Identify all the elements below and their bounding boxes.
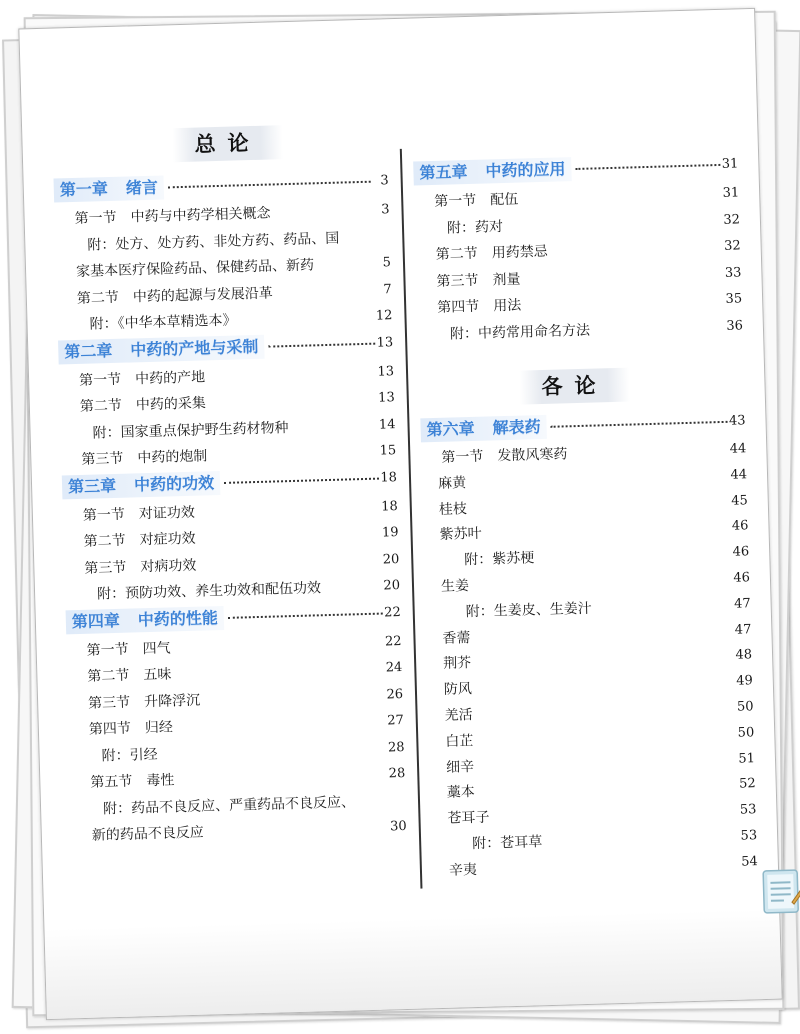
- page-number: 19: [381, 525, 399, 541]
- entry-text: 第二节 用药禁忌: [435, 243, 548, 263]
- page-number: 27: [387, 712, 404, 729]
- chapter-title: 中药的功效: [133, 472, 215, 494]
- chapter-title: 中药的性能: [137, 607, 219, 629]
- entry-text: 荆芥: [442, 655, 472, 673]
- page-number: 28: [387, 739, 405, 755]
- entry-text: 附：中药常用命名方法: [449, 322, 591, 343]
- page-shadow: [44, 909, 781, 1019]
- page-number: 5: [382, 255, 392, 271]
- entry-text: 香薷: [442, 629, 471, 647]
- entry-text: 第二节 中药的起源与发展沿革: [76, 284, 274, 307]
- page-number: 14: [378, 416, 396, 433]
- chapter-title: 中药的应用: [485, 159, 566, 181]
- entry-text: 羌活: [444, 707, 473, 724]
- leader-dots: [228, 612, 383, 618]
- page-number: 51: [738, 750, 756, 767]
- entry-text: 第三节 升降浮沉: [87, 692, 201, 712]
- entry-text: 藁本: [446, 784, 476, 802]
- page-number: 30: [389, 818, 407, 835]
- leader-dots: [268, 342, 375, 347]
- page-number: 54: [741, 853, 759, 870]
- page-number: 20: [382, 551, 400, 568]
- page-number: 45: [731, 492, 748, 509]
- entry-text: 第一节 发散风寒药: [441, 446, 568, 466]
- notebook-icon: [761, 866, 800, 917]
- page-number: 52: [738, 776, 756, 793]
- entry-text: 第五节 毒性: [90, 772, 175, 791]
- page-number: 50: [737, 725, 755, 741]
- entry-text: 附：国家重点保护野生药材物种: [92, 419, 289, 442]
- page-number: 7: [383, 281, 392, 297]
- chapter-heading: [62, 471, 221, 499]
- page-number: 36: [726, 317, 744, 334]
- chapter-number: 第一章: [59, 179, 109, 200]
- toc-page: [18, 8, 782, 1020]
- entry-text: 第一节 中药的产地: [78, 368, 206, 389]
- page-number: 12: [375, 308, 393, 324]
- entry-text: 第一节 四气: [86, 639, 171, 659]
- entry-text: 附：引经: [101, 746, 158, 764]
- entry-text: 附：生姜皮、生姜汁: [465, 600, 592, 621]
- page-number: 49: [736, 673, 754, 689]
- page-number: 32: [723, 238, 741, 254]
- entry-text: 麻黄: [437, 474, 467, 492]
- page-number: 53: [740, 828, 758, 844]
- page-number: 35: [725, 291, 743, 307]
- page-number: 3: [381, 202, 390, 218]
- entry-text: 辛夷: [448, 861, 478, 879]
- toc-chapter-entry: [53, 169, 389, 202]
- entry-text: 附：药对: [446, 218, 504, 237]
- page-number: 18: [380, 469, 398, 486]
- page-number: 13: [377, 390, 395, 406]
- chapter-heading: [53, 175, 164, 202]
- page-number: 31: [721, 156, 739, 172]
- page-number: 48: [735, 647, 753, 664]
- part-title-general: 总论: [172, 125, 283, 162]
- page-number: 47: [733, 596, 751, 612]
- entry-text: 生姜: [440, 578, 470, 595]
- page-number: 22: [383, 604, 401, 620]
- page-number: 22: [384, 633, 402, 649]
- chapter-number: 第三章: [67, 475, 117, 496]
- page-number: 46: [733, 570, 751, 586]
- entry-text: 第二节 对症功效: [83, 530, 196, 550]
- page-number: 24: [385, 660, 403, 676]
- entry-text: 第二节 中药的采集: [79, 395, 207, 415]
- entry-text: 附：苍耳草: [472, 834, 543, 853]
- page-number: 3: [380, 173, 389, 189]
- page-number: 33: [724, 264, 742, 281]
- entry-text: 第四节 归经: [88, 719, 174, 738]
- page-number: 53: [739, 802, 757, 818]
- entry-text: 附：《中华本草精选本》: [89, 312, 237, 333]
- page-number: 44: [729, 441, 747, 457]
- entry-text: 家基本医疗保险药品、保健药品、新药: [75, 257, 315, 280]
- leader-dots: [575, 164, 720, 170]
- chapter-heading: [420, 415, 547, 443]
- toc-chapter-entry: [420, 409, 746, 442]
- chapter-number: 第五章: [419, 162, 468, 183]
- entry-text: 紫苏叶: [439, 526, 482, 544]
- entry-text: 白芷: [445, 732, 474, 750]
- chapter-title: 解表药: [492, 417, 541, 438]
- leader-dots: [224, 477, 379, 483]
- page-number: 18: [381, 498, 398, 515]
- chapter-number: 第六章: [426, 418, 475, 440]
- entry-text: 第四节 用法: [437, 297, 522, 316]
- entry-text: 第一节 配伍: [434, 191, 519, 210]
- page-number: 13: [377, 363, 395, 380]
- leader-dots: [168, 181, 371, 189]
- entry-text: 第三节 对病功效: [84, 557, 197, 577]
- entry-text: 附：预防功效、养生功效和配伍功效: [96, 580, 322, 603]
- page-number: 47: [734, 621, 752, 638]
- page-number: 46: [732, 544, 750, 560]
- page-number: 20: [383, 578, 401, 594]
- page-number: 44: [730, 467, 748, 483]
- page-number: 26: [386, 686, 404, 702]
- toc-chapter-entry: [413, 152, 739, 185]
- page-number: 46: [731, 518, 749, 535]
- page-number: 31: [722, 185, 740, 201]
- chapter-heading: [413, 157, 572, 185]
- chapter-heading: [58, 334, 265, 364]
- part-title-specific: 各论: [519, 368, 630, 405]
- entry-text: 防风: [443, 681, 473, 699]
- entry-text: 细辛: [445, 758, 475, 776]
- entry-text: 附：紫苏梗: [464, 550, 535, 569]
- entry-text: 附：处方、处方药、非处方药、药品、国: [87, 230, 340, 254]
- chapter-title: 绪言: [125, 177, 159, 198]
- chapter-number: 第四章: [71, 610, 121, 631]
- entry-text: 第三节 剂量: [436, 271, 521, 290]
- page-number: 43: [728, 413, 746, 429]
- entry-text: 苍耳子: [447, 809, 490, 827]
- page-number: 13: [376, 334, 394, 351]
- page-number: 50: [736, 699, 754, 715]
- entry-text: 新的药品不良反应: [91, 824, 205, 844]
- entry-text: 第三节 中药的炮制: [81, 448, 208, 468]
- entry-text: 第二节 五味: [87, 666, 172, 685]
- page-number: 32: [723, 211, 741, 228]
- entry-text: 第一节 中药与中药学相关概念: [74, 205, 271, 227]
- entry-text: 第一节 对证功效: [82, 504, 196, 524]
- entry-text: 附：药品不良反应、严重药品不良反应、: [102, 793, 356, 817]
- chapter-number: 第二章: [64, 340, 113, 361]
- entry-text: 桂枝: [438, 500, 468, 518]
- page-number: 15: [379, 443, 397, 459]
- leader-dots: [551, 421, 728, 428]
- page-number: 28: [388, 765, 406, 782]
- chapter-title: 中药的产地与采制: [130, 336, 259, 359]
- chapter-heading: [66, 605, 225, 633]
